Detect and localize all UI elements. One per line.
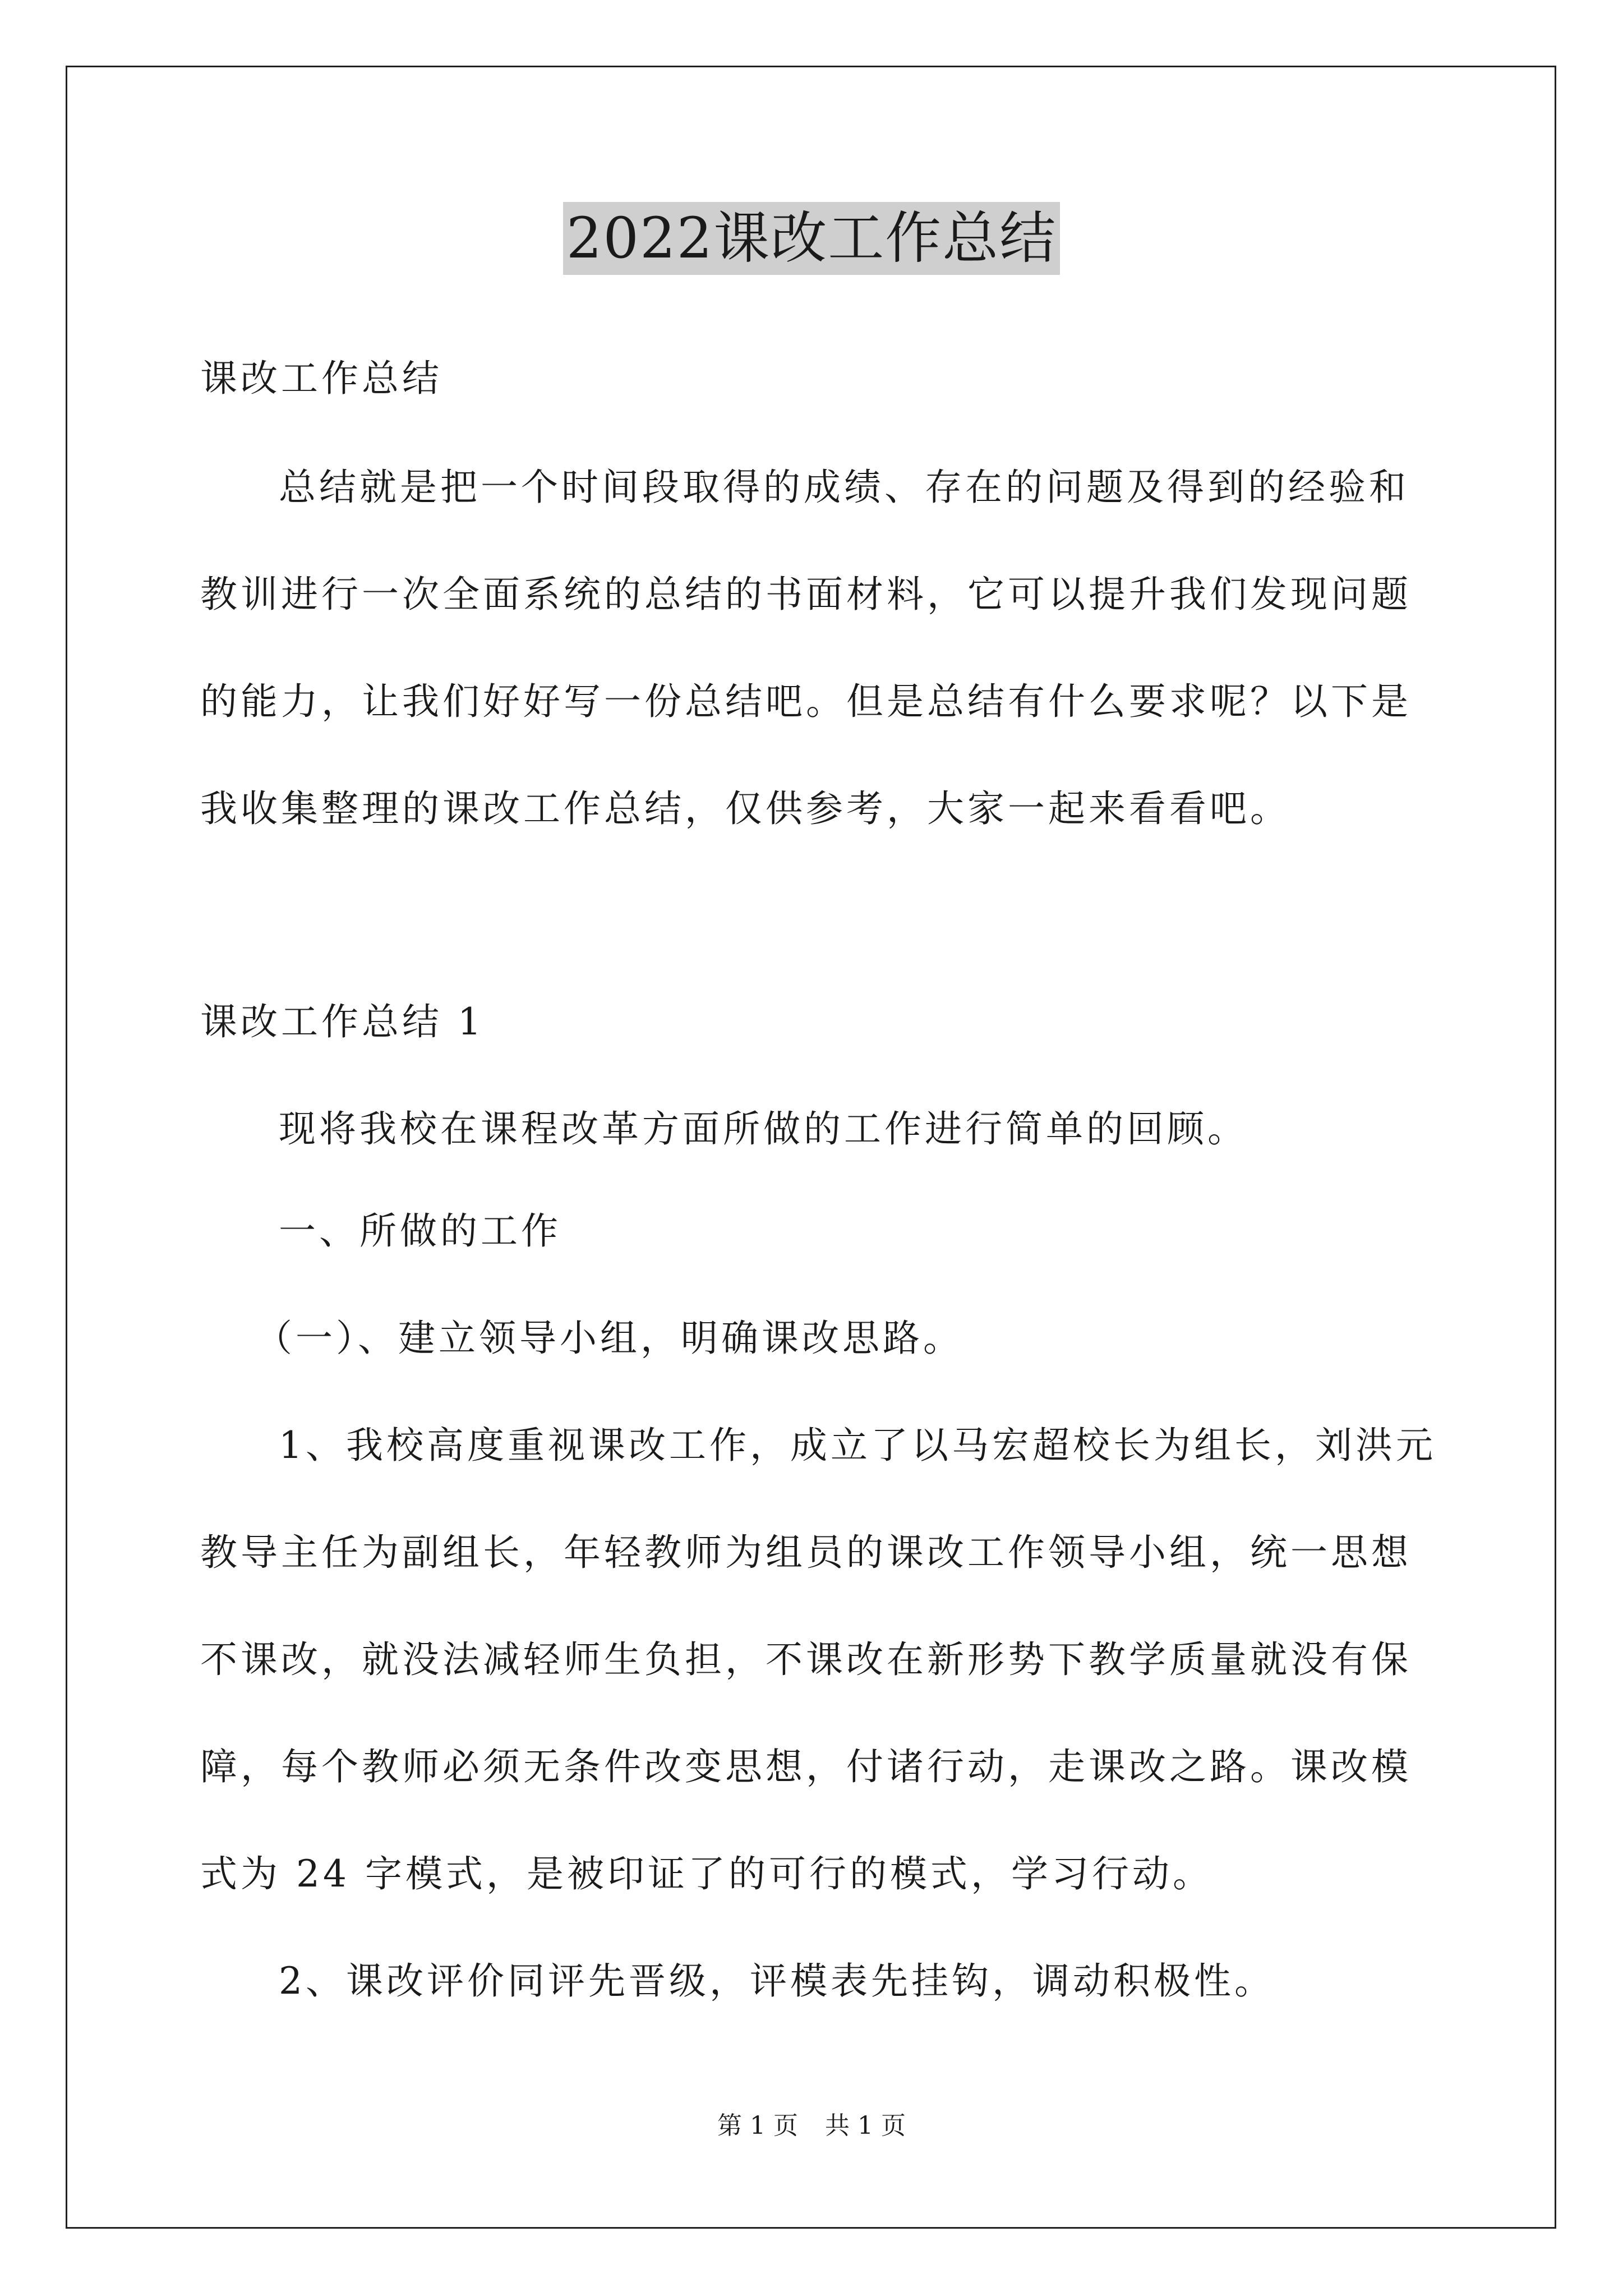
paragraph-line: 1、我校高度重视课改工作，成立了以马宏超校长为组长，刘洪元 bbox=[279, 1424, 1436, 1467]
title-container bbox=[0, 202, 1623, 275]
section-heading: 一、所做的工作 bbox=[279, 1209, 561, 1253]
paragraph-line: 的能力，让我们好好写一份总结吧。但是总结有什么要求呢？以下是 bbox=[200, 680, 1412, 723]
subtitle-line: 课改工作总结 bbox=[200, 357, 442, 400]
page-footer bbox=[0, 2109, 1623, 2143]
paragraph-line: 教导主任为副组长，年轻教师为组员的课改工作领导小组，统一思想 bbox=[200, 1531, 1412, 1574]
paragraph-line: 不课改，就没法减轻师生负担，不课改在新形势下教学质量就没有保 bbox=[200, 1638, 1412, 1681]
document-title: 2022课改工作总结 bbox=[563, 202, 1061, 275]
page-number: 第 1 页 bbox=[717, 2111, 798, 2140]
subsection-heading: （一）、建立领导小组，明确课改思路。 bbox=[255, 1317, 963, 1360]
paragraph-line: 2、课改评价同评先晋级，评模表先挂钩，调动积极性。 bbox=[279, 1959, 1275, 2003]
paragraph-line: 我收集整理的课改工作总结，仅供参考，大家一起来看看吧。 bbox=[200, 787, 1290, 830]
paragraph-line: 式为 24 字模式，是被印证了的可行的模式，学习行动。 bbox=[200, 1852, 1213, 1895]
page-count: 共 1 页 bbox=[825, 2111, 906, 2140]
paragraph-line: 障，每个教师必须无条件改变思想，付诸行动，走课改之路。课改模 bbox=[200, 1745, 1412, 1788]
paragraph-line: 总结就是把一个时间段取得的成绩、存在的问题及得到的经验和 bbox=[279, 466, 1409, 509]
section-heading: 课改工作总结 1 bbox=[200, 1000, 485, 1043]
paragraph-line: 现将我校在课程改革方面所做的工作进行简单的回顾。 bbox=[279, 1107, 1248, 1151]
paragraph-line: 教训进行一次全面系统的总结的书面材料，它可以提升我们发现问题 bbox=[200, 573, 1412, 616]
